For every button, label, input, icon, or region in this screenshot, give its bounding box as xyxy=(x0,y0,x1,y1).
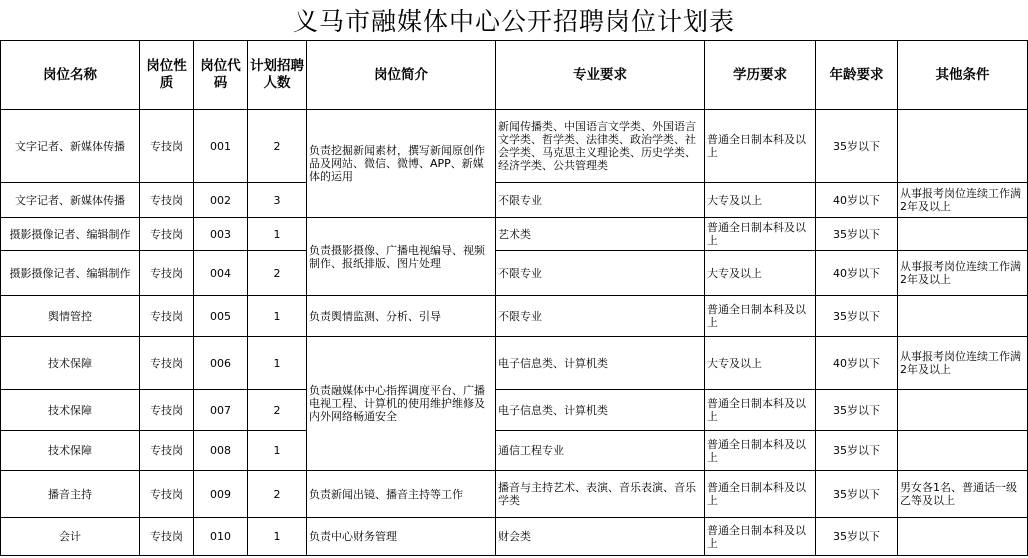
cell-edu: 普通全日制本科及以上 xyxy=(705,296,816,337)
cell-nature: 专技岗 xyxy=(140,251,194,296)
cell-name: 摄影摄像记者、编辑制作 xyxy=(1,251,140,296)
cell-count: 1 xyxy=(248,218,307,251)
cell-age: 35岁以下 xyxy=(816,296,898,337)
cell-code: 010 xyxy=(194,518,248,556)
cell-name: 摄影摄像记者、编辑制作 xyxy=(1,218,140,251)
cell-nature: 专技岗 xyxy=(140,296,194,337)
cell-age: 35岁以下 xyxy=(816,471,898,518)
table-row xyxy=(1,518,1028,556)
cell-intro: 负责中心财务管理 xyxy=(307,518,496,556)
cell-edu: 大专及以上 xyxy=(705,337,816,390)
cell-code: 005 xyxy=(194,296,248,337)
table-row xyxy=(1,251,1028,296)
cell-intro: 负责挖掘新闻素材，撰写新闻原创作品及网站、微信、微博、APP、新媒体的运用 xyxy=(307,110,496,218)
cell-age: 35岁以下 xyxy=(816,518,898,556)
cell-name: 文字记者、新媒体传播 xyxy=(1,110,140,183)
cell-age: 35岁以下 xyxy=(816,390,898,431)
cell-code: 002 xyxy=(194,183,248,218)
table-row xyxy=(1,471,1028,518)
cell-name: 会计 xyxy=(1,518,140,556)
cell-code: 006 xyxy=(194,337,248,390)
cell-age: 35岁以下 xyxy=(816,218,898,251)
cell-code: 001 xyxy=(194,110,248,183)
cell-code: 004 xyxy=(194,251,248,296)
table-row xyxy=(1,183,1028,218)
table-row xyxy=(1,110,1028,183)
header-edu: 学历要求 xyxy=(705,41,816,110)
cell-major: 不限专业 xyxy=(496,183,705,218)
cell-count: 1 xyxy=(248,337,307,390)
cell-other xyxy=(898,390,1028,431)
cell-other xyxy=(898,296,1028,337)
cell-major: 电子信息类、计算机类 xyxy=(496,337,705,390)
table-row xyxy=(1,431,1028,471)
cell-major: 财会类 xyxy=(496,518,705,556)
cell-age: 40岁以下 xyxy=(816,337,898,390)
cell-name: 技术保障 xyxy=(1,431,140,471)
cell-edu: 普通全日制本科及以上 xyxy=(705,431,816,471)
cell-name: 舆情管控 xyxy=(1,296,140,337)
cell-code: 009 xyxy=(194,471,248,518)
cell-name: 技术保障 xyxy=(1,337,140,390)
cell-other xyxy=(898,518,1028,556)
cell-edu: 普通全日制本科及以上 xyxy=(705,218,816,251)
table-row xyxy=(1,390,1028,431)
cell-nature: 专技岗 xyxy=(140,431,194,471)
cell-major: 播音与主持艺术、表演、音乐表演、音乐学类 xyxy=(496,471,705,518)
cell-other xyxy=(898,431,1028,471)
cell-major: 不限专业 xyxy=(496,296,705,337)
table-header-row xyxy=(1,41,1028,110)
cell-major: 艺术类 xyxy=(496,218,705,251)
cell-age: 40岁以下 xyxy=(816,183,898,218)
cell-other: 男女各1名、普通话一级乙等及以上 xyxy=(898,471,1028,518)
header-other: 其他条件 xyxy=(898,41,1028,110)
page-title: 义马市融媒体中心公开招聘岗位计划表 xyxy=(292,7,735,36)
cell-count: 2 xyxy=(248,251,307,296)
cell-edu: 普通全日制本科及以上 xyxy=(705,471,816,518)
table-row xyxy=(1,218,1028,251)
header-code: 岗位代码 xyxy=(194,41,248,110)
cell-nature: 专技岗 xyxy=(140,337,194,390)
cell-nature: 专技岗 xyxy=(140,471,194,518)
cell-nature: 专技岗 xyxy=(140,518,194,556)
cell-count: 3 xyxy=(248,183,307,218)
cell-edu: 普通全日制本科及以上 xyxy=(705,518,816,556)
table-row xyxy=(1,337,1028,390)
cell-other xyxy=(898,218,1028,251)
cell-edu: 普通全日制本科及以上 xyxy=(705,110,816,183)
header-age: 年龄要求 xyxy=(816,41,898,110)
cell-major: 通信工程专业 xyxy=(496,431,705,471)
cell-name: 文字记者、新媒体传播 xyxy=(1,183,140,218)
cell-code: 003 xyxy=(194,218,248,251)
cell-age: 35岁以下 xyxy=(816,431,898,471)
cell-count: 1 xyxy=(248,296,307,337)
cell-count: 1 xyxy=(248,431,307,471)
cell-name: 播音主持 xyxy=(1,471,140,518)
cell-age: 40岁以下 xyxy=(816,251,898,296)
cell-code: 008 xyxy=(194,431,248,471)
cell-nature: 专技岗 xyxy=(140,218,194,251)
header-count: 计划招聘人数 xyxy=(248,41,307,110)
header-name: 岗位名称 xyxy=(1,41,140,110)
cell-intro: 负责摄影摄像、广播电视编导、视频制作、报纸排版、图片处理 xyxy=(307,218,496,296)
cell-nature: 专技岗 xyxy=(140,183,194,218)
cell-major: 不限专业 xyxy=(496,251,705,296)
cell-age: 35岁以下 xyxy=(816,110,898,183)
cell-count: 2 xyxy=(248,471,307,518)
cell-name: 技术保障 xyxy=(1,390,140,431)
cell-edu: 大专及以上 xyxy=(705,183,816,218)
cell-nature: 专技岗 xyxy=(140,110,194,183)
recruitment-table xyxy=(0,40,1028,556)
cell-nature: 专技岗 xyxy=(140,390,194,431)
cell-count: 1 xyxy=(248,518,307,556)
cell-other xyxy=(898,110,1028,183)
cell-major: 电子信息类、计算机类 xyxy=(496,390,705,431)
cell-count: 2 xyxy=(248,110,307,183)
cell-code: 007 xyxy=(194,390,248,431)
cell-intro: 负责融媒体中心指挥调度平台、广播电视工程、计算机的使用维护维修及内外网络畅通安全 xyxy=(307,337,496,471)
cell-other: 从事报考岗位连续工作满2年及以上 xyxy=(898,183,1028,218)
header-major: 专业要求 xyxy=(496,41,705,110)
header-nature: 岗位性质 xyxy=(140,41,194,110)
cell-intro: 负责新闻出镜、播音主持等工作 xyxy=(307,471,496,518)
cell-major: 新闻传播类、中国语言文学类、外国语言文学类、哲学类、法律类、政治学类、社会学类、马克思主义理论类、历史学类、经济学类、公共管理类 xyxy=(496,110,705,183)
cell-edu: 大专及以上 xyxy=(705,251,816,296)
table-row xyxy=(1,296,1028,337)
cell-edu: 普通全日制本科及以上 xyxy=(705,390,816,431)
cell-other: 从事报考岗位连续工作满2年及以上 xyxy=(898,251,1028,296)
cell-intro: 负责舆情监测、分析、引导 xyxy=(307,296,496,337)
cell-other: 从事报考岗位连续工作满2年及以上 xyxy=(898,337,1028,390)
cell-count: 2 xyxy=(248,390,307,431)
header-intro: 岗位简介 xyxy=(307,41,496,110)
